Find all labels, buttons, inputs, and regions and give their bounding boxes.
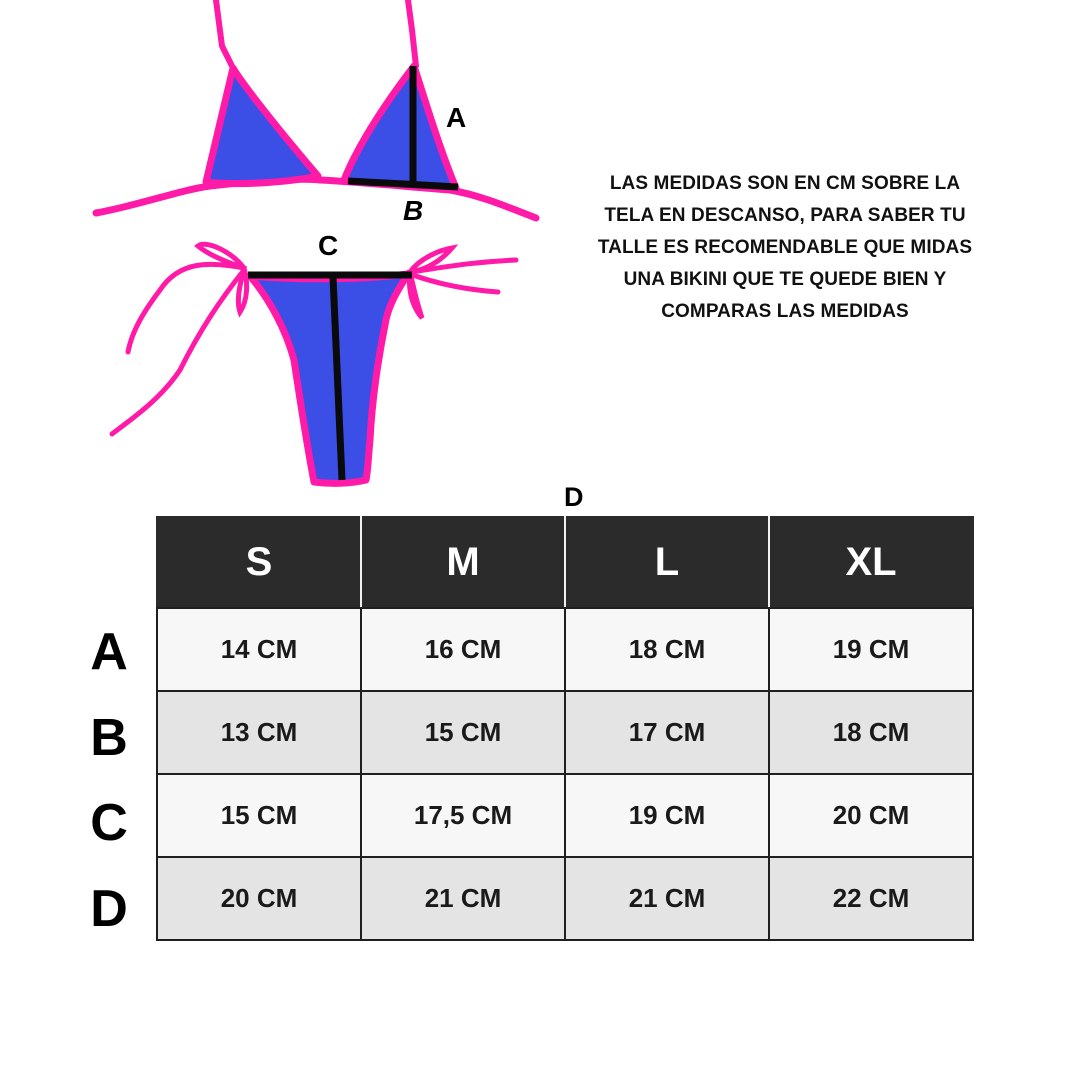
table-row <box>157 691 973 774</box>
measurement-instructions: LAS MEDIDAS SON EN CM SOBRE LA TELA EN DESCANSO, PARA SABER TU TALLE ES RECOMENDABLE QUE MIDAS UNA BIKINI QUE TE QUEDE BIEN Y COMPARAS LAS MEDIDAS <box>597 173 973 322</box>
table-cell: 21 CM <box>361 857 565 940</box>
header-size-m: M <box>361 517 565 608</box>
bikini-illustration <box>0 0 560 500</box>
left-tie-string-2 <box>112 270 244 434</box>
table-cell: 19 CM <box>769 608 973 691</box>
header-size-xl: XL <box>769 517 973 608</box>
right-tie-string-2 <box>410 274 498 292</box>
table-cell: 14 CM <box>157 608 361 691</box>
bikini-top <box>96 0 536 218</box>
table-cell: 17 CM <box>565 691 769 774</box>
header-size-s: S <box>157 517 361 608</box>
measure-a-label: A <box>446 102 467 133</box>
table-cell: 20 CM <box>769 774 973 857</box>
size-chart-table <box>156 516 974 941</box>
left-neck-strap <box>216 0 232 66</box>
row-label-a: A <box>90 623 128 681</box>
row-labels <box>84 610 134 952</box>
table-cell: 18 CM <box>769 691 973 774</box>
table-cell: 18 CM <box>565 608 769 691</box>
table-cell: 16 CM <box>361 608 565 691</box>
table-cell: 21 CM <box>565 857 769 940</box>
table-cell: 20 CM <box>157 857 361 940</box>
table-cell: 15 CM <box>361 691 565 774</box>
table-row <box>157 608 973 691</box>
table-cell: 15 CM <box>157 774 361 857</box>
measure-b-label: B <box>403 195 424 226</box>
row-label-c: C <box>90 794 128 852</box>
measure-c-label: C <box>318 230 339 261</box>
table-cell: 17,5 CM <box>361 774 565 857</box>
row-label-d: D <box>90 879 128 938</box>
right-neck-strap <box>408 0 416 66</box>
measure-d-label: D <box>564 482 584 512</box>
table-cell: 13 CM <box>157 691 361 774</box>
bikini-bottom <box>112 244 516 483</box>
table-cell: 19 CM <box>565 774 769 857</box>
bottom-panel <box>250 274 408 483</box>
left-cup <box>206 68 318 184</box>
header-size-l: L <box>565 517 769 608</box>
table-row <box>157 774 973 857</box>
right-cup <box>344 66 456 188</box>
table-header-row <box>157 517 973 608</box>
row-label-b: B <box>90 708 128 767</box>
left-tie-string-1 <box>128 264 244 352</box>
table-cell: 22 CM <box>769 857 973 940</box>
table-row <box>157 857 973 940</box>
